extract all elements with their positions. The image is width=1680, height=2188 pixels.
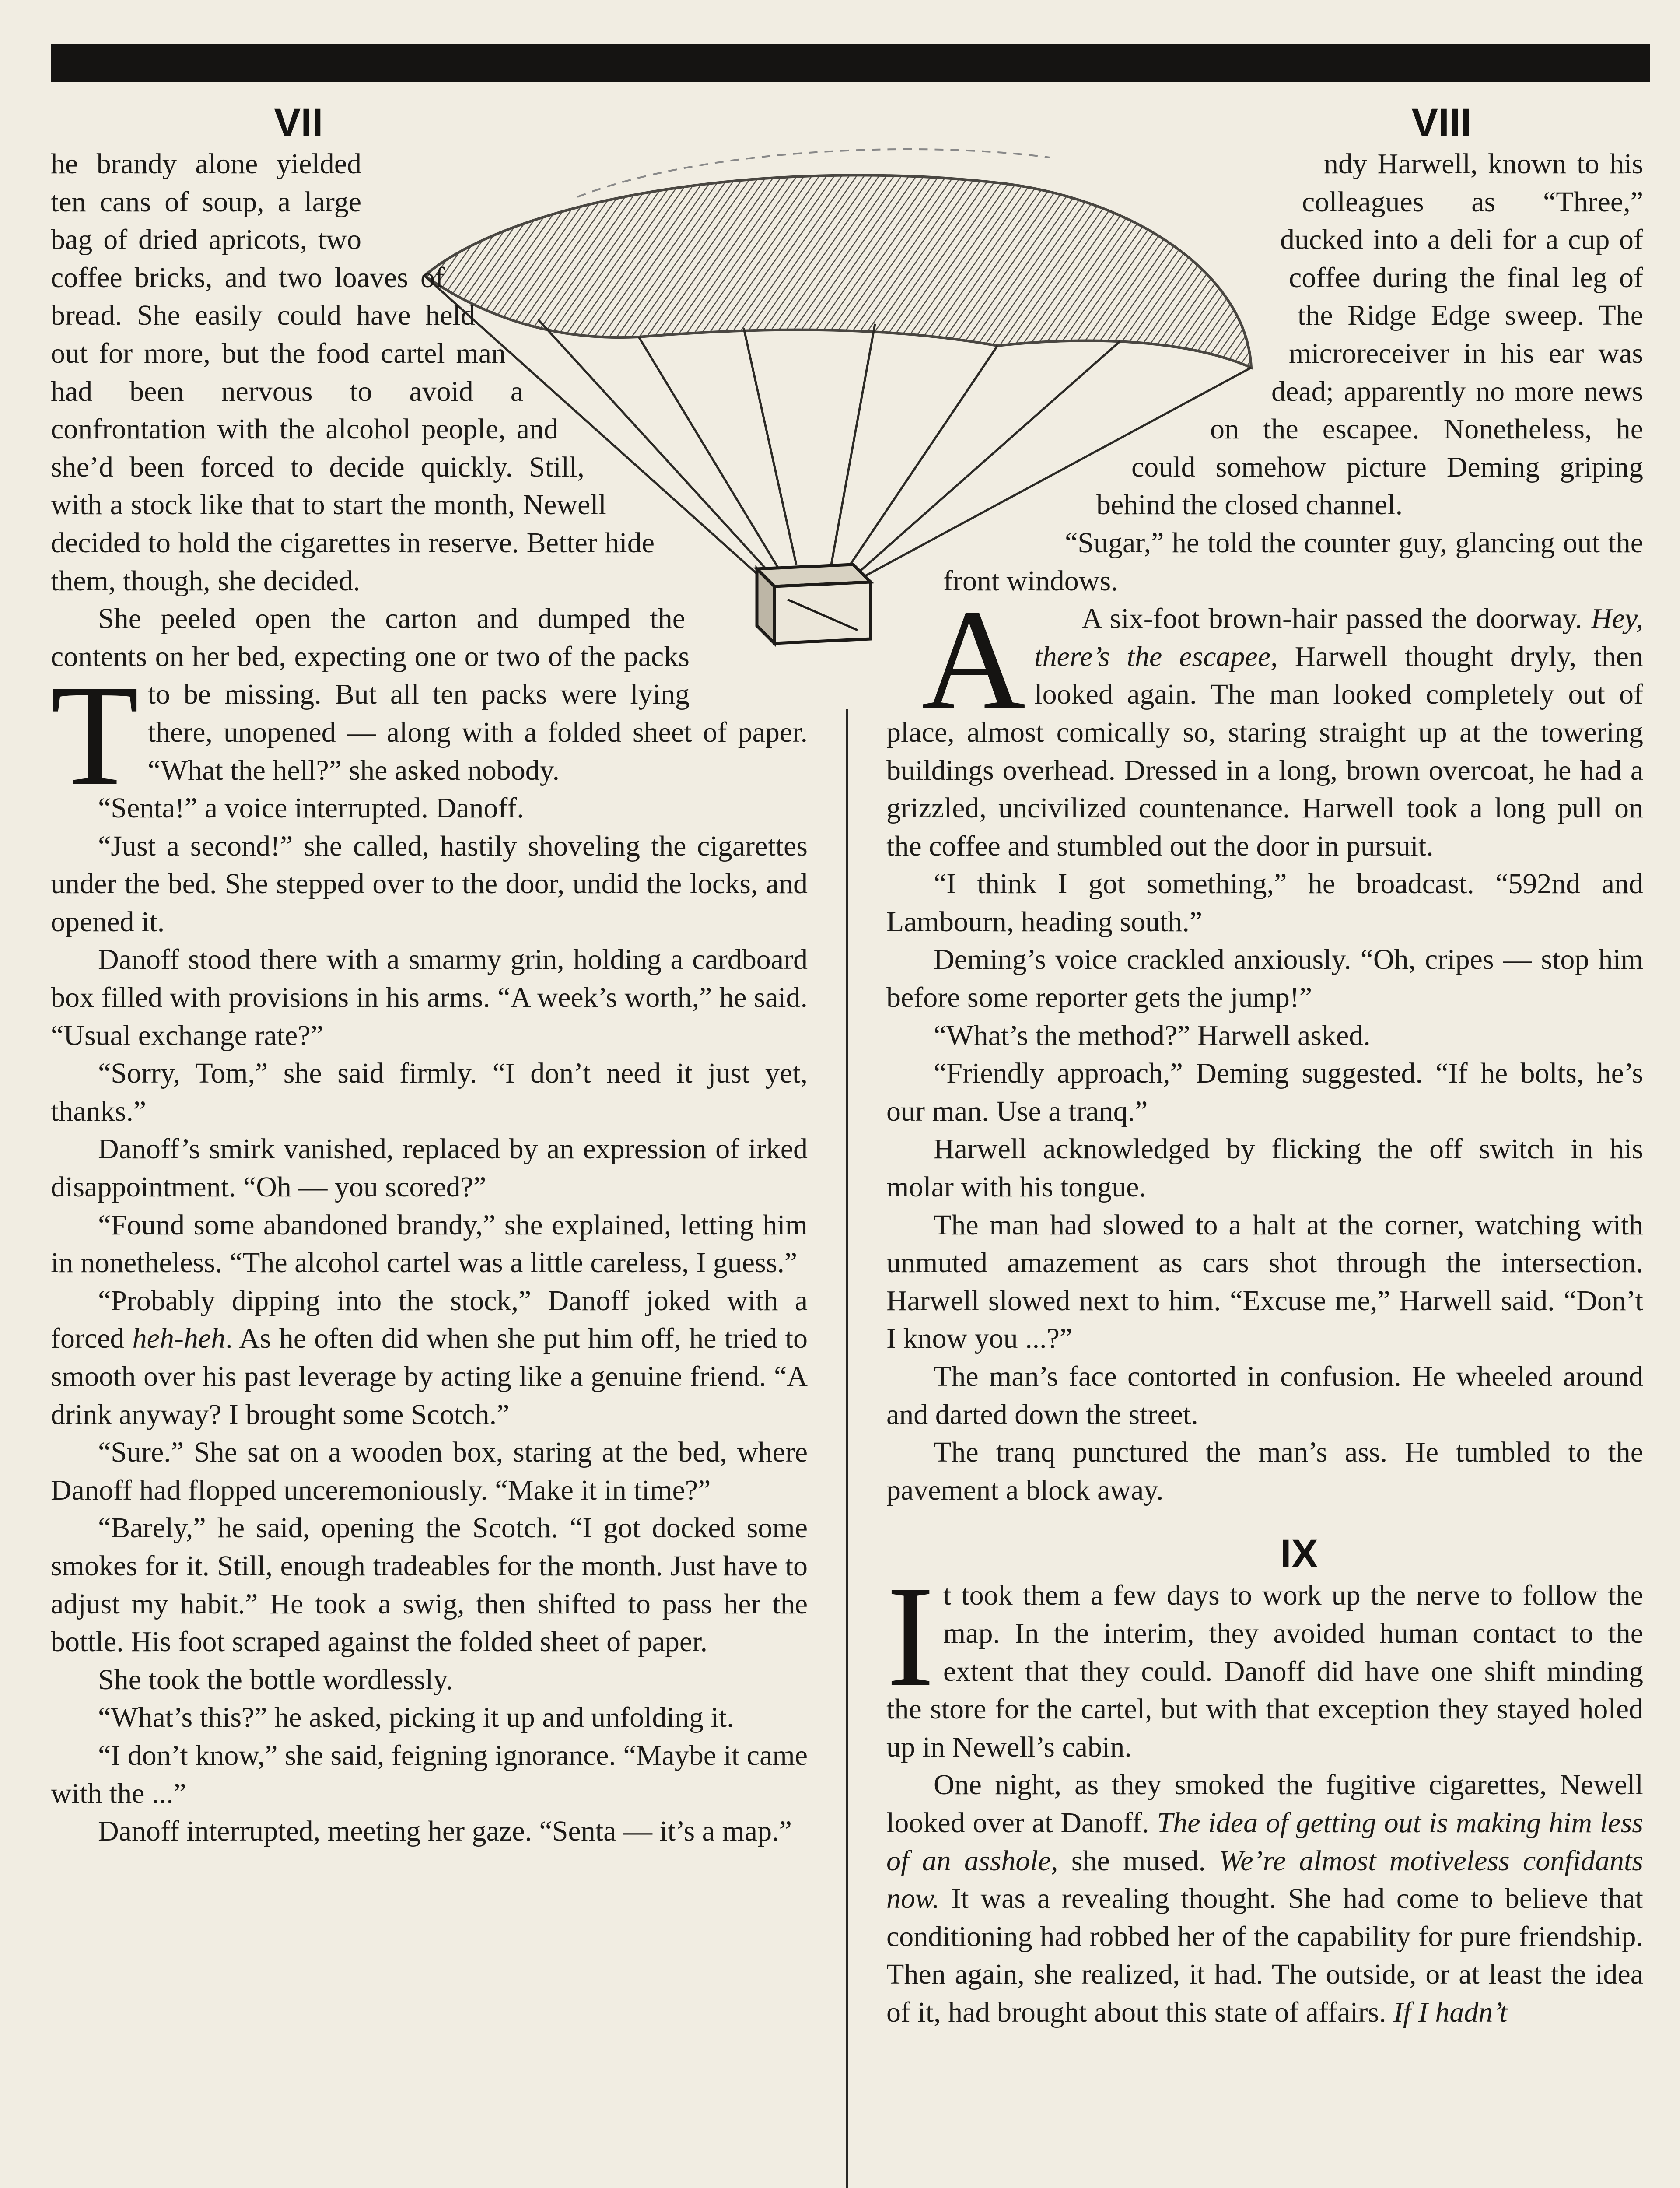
paragraph: “Sorry, Tom,” she said firmly. “I don’t need it just yet, thanks.” [51,1057,808,1127]
drop-cap: T [51,656,139,816]
paragraph: The man’s face contorted in confusion. He wheeled around and darted down the street. [886,1360,1643,1431]
paragraph: “Found some abandoned brandy,” she explained, letting him in nonetheless. “The alcohol cartel was a little careless, I guess.” [51,1209,808,1279]
drop-cap: I [886,1557,934,1717]
section-title-viii: VIII [1411,100,1472,145]
paragraph: A ndy Harwell, known to his colleagues as “Three,” ducked into a deli for a cup of coffee during the final leg of the Ridge Edge sweep. The microreceiver in his ear was dead; apparently no more news on the escapee. Nonetheless, he could somehow picture Deming griping behind the closed channel. [921,148,1643,740]
paragraph: “Sure.” She sat on a wooden box, staring at the bed, where Danoff had flopped unceremoniously. “Make it in time?” [51,1436,808,1506]
paragraph: A six-foot brown-hair passed the doorway. Hey, there’s the escapee, Harwell thought dryly, then looked again. The man looked completely out of place, almost comically so, staring straight up at the towering buildings overhead. Dressed in a long, brown overcoat, he had a grizzled, uncivilized countenance. Harwell took a long pull on the coffee and stumbled out the door in pursuit. [886,603,1643,862]
paragraph: The man had slowed to a halt at the corner, watching with unmuted amazement as cars shot through the intersection. Harwell slowed next to him. “Excuse me,” Harwell said. “Don’t I know you ...?” [886,1209,1643,1355]
paragraph: “What’s this?” he asked, picking it up and unfolding it. [98,1701,734,1734]
paragraph: “Friendly approach,” Deming suggested. “If he bolts, he’s our man. Use a tranq.” [886,1057,1643,1127]
section-title-ix: IX [1280,1532,1318,1577]
paragraph: “What’s the method?” Harwell asked. [934,1019,1371,1052]
paragraph: She took the bottle wordlessly. [98,1663,453,1696]
paragraph: “Senta!” a voice interrupted. Danoff. [98,792,524,824]
paragraph: Danoff interrupted, meeting her gaze. “Senta — it’s a map.” [98,1815,792,1848]
paragraph: “Sugar,” he told the counter guy, glancing out the front windows. [943,526,1643,597]
paragraph: Danoff’s smirk vanished, replaced by an expression of irked disappointment. “Oh — you scored?” [51,1133,808,1203]
paragraph: Harwell acknowledged by flicking the off switch in his molar with his tongue. [886,1133,1643,1203]
paragraph: “Barely,” he said, opening the Scotch. “I got docked some smokes for it. Still, enough tradeables for the month. Just have to adjust my habit.” He took a swig, then shifted to pass her the bottle. His foot scraped against the folded sheet of paper. [51,1512,808,1658]
paragraph: T he brandy alone yielded ten cans of soup, a large bag of dried apricots, two coffee bricks, and two loaves of bread. She easily could have held out for more, but the food cartel man had been nervous to avoid a confrontation with the alcohol people, and she’d been forced to decide quickly. Still, with a stock like that to start the month, Newell decided to hold the cigarettes in reserve. Better hide them, though, she decided. [51,148,654,816]
paragraph: She peeled open the carton and dumped the contents on her bed, expecting one or two of the packs to be missing. But all ten packs were lying there, unopened — along with a folded sheet of paper. “What the hell?” she asked nobody. [51,603,808,786]
right-column [886,100,1643,2188]
paragraph: One night, as they smoked the fugitive cigarettes, Newell looked over at Danoff. The idea of getting out is making him less of an asshole, she mused. We’re almost motiveless confidants now. It was a revealing thought. She had come to believe that conditioning had robbed her of the capability for pure friendship. Then again, she realized, it had. The outside, or at least the idea of it, had brought about this state of affairs. If I hadn’t [886,1769,1643,2028]
section-title-vii: VII [274,100,323,145]
column-divider [846,709,848,2188]
drop-cap: A [921,580,1026,740]
paragraph: It took them a few days to work up the nerve to follow the map. In the interim, they avoided human contact to the extent that they could. Danoff did have one shift minding the store for the cartel, but with that exception they stayed holed up in Newell’s cabin. [886,1557,1643,1763]
paragraph: “I don’t know,” she said, feigning ignorance. “Maybe it came with the ...” [51,1739,808,1809]
header-bar [51,44,1650,82]
left-column [51,100,808,2188]
paragraph: “Probably dipping into the stock,” Danoff joked with a forced heh-heh. As he often did when she put him off, he tried to smooth over his past leverage by acting like a genuine friend. “A drink anyway? I brought some Scotch.” [51,1284,808,1431]
paragraph: The tranq punctured the man’s ass. He tumbled to the pavement a block away. [886,1436,1643,1506]
paragraph: Deming’s voice crackled anxiously. “Oh, cripes — stop him before some reporter gets the jump!” [886,943,1643,1014]
paragraph: “I think I got something,” he broadcast. “592nd and Lambourn, heading south.” [886,868,1643,938]
paragraph: Danoff stood there with a smarmy grin, holding a cardboard box filled with provisions in his arms. “A week’s worth,” he said. “Usual exchange rate?” [51,943,808,1052]
paragraph: “Just a second!” she called, hastily shoveling the cigarettes under the bed. She stepped over to the door, undid the locks, and opened it. [51,830,808,938]
